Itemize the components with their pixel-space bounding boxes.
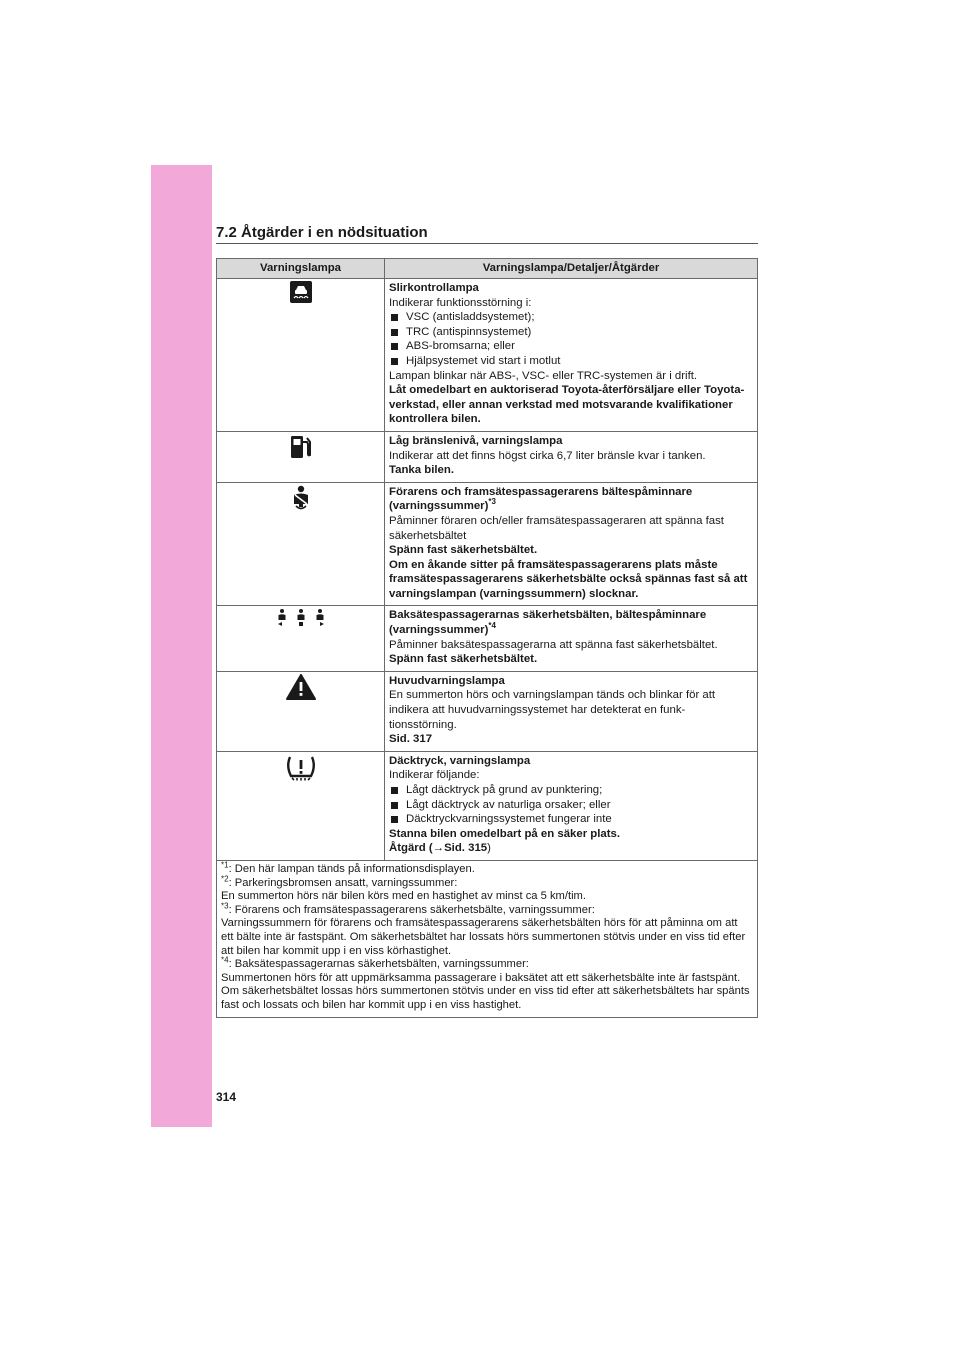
row-title: Huvudvarningslampa: [389, 674, 505, 687]
list-item: Hjälpsystemet vid start i motlut: [389, 354, 753, 369]
footnote: $^{*4}$: Baksätespassagerarnas säkerhetsbälten, varningssummer:: [221, 955, 529, 971]
details-cell: [385, 751, 758, 860]
page-number: 314: [216, 1090, 237, 1104]
warning-table: [216, 258, 758, 1018]
row-intro: Indikerar funktionsstörning i:: [389, 296, 532, 309]
row-intro: Påminner föraren och/eller framsätespassageraren att spänna fast säkerhetsbältet: [389, 514, 724, 542]
slip-indicator-icon: [290, 281, 312, 308]
page-ref-link[interactable]: Sid. 315: [444, 842, 488, 855]
details-cell: [385, 671, 758, 751]
icon-cell: [217, 606, 385, 671]
row-action: Sid. 317: [389, 733, 433, 746]
icon-cell: [217, 671, 385, 751]
row-intro: Påminner baksätespassagerarna att spänna fast säkerhetsbältet.: [389, 638, 718, 651]
table-row: [217, 482, 758, 606]
fuel-pump-icon: [289, 434, 313, 465]
row-action: Spänn fast säkerhetsbältet.: [389, 653, 538, 666]
icon-cell: [217, 279, 385, 432]
details-cell: [385, 431, 758, 482]
footnote: $^{*2}$: Parkeringsbromsen ansatt, varningssummer:: [221, 873, 458, 889]
icon-cell: [217, 431, 385, 482]
footnote: $^{*3}$: Förarens och framsätespassagerarens säkerhetsbälte, varningssummer:: [221, 901, 595, 916]
table-row: [217, 606, 758, 671]
list-item: VSC (antisladdsystemet);: [389, 310, 753, 325]
title-divider: [216, 243, 758, 244]
details-cell: [385, 606, 758, 671]
row-title: Låg bränslenivå, varningslampa: [389, 434, 563, 447]
footnote-row: [217, 860, 758, 1017]
master-warning-icon: [286, 674, 316, 705]
row-action: Tanka bilen.: [389, 464, 454, 477]
section-title: 7.2 Åtgärder i en nödsituation: [216, 224, 428, 241]
table-row: [217, 671, 758, 751]
icon-cell: [217, 751, 385, 860]
list-item: Däcktryckvarningssystemet fungerar inte: [389, 812, 753, 827]
row-action-ref: Åtgärd (→Sid. 315): [389, 842, 491, 855]
row-action: Spänn fast säkerhetsbältet.: [389, 544, 538, 557]
row-title: Baksätespassagerarnas säkerhetsbälten, bältespåminnare (varningssummer)$^{*4}$: [389, 609, 707, 637]
details-cell: [385, 482, 758, 606]
arrow-icon: →: [432, 842, 445, 855]
list-item: Lågt däcktryck av naturliga orsaker; eller: [389, 798, 753, 813]
footnote: $^{*1}$: Den här lampan tänds på informationsdisplayen.: [221, 860, 475, 875]
row-title: Däcktryck, varningslampa: [389, 754, 531, 767]
table-row: [217, 431, 758, 482]
footnote: Summertonen hörs för att uppmärksamma passagerare i baksätet att ett säkerhetsbälte inte är fastspänt. Om säkerhetsbältet lossas hörs summertonen stötvis under en viss tid efter att säkerhetsbältets har spänts fast och lossats och bilen har kommit upp i en viss hastighet.: [221, 971, 750, 1011]
row-note: Lampan blinkar när ABS-, VSC- eller TRC-systemen är i drift.: [389, 369, 698, 382]
footnote: En summerton hörs när bilen körs med en hastighet av minst ca 5 km/tim.: [221, 890, 586, 903]
list-item: TRC (antispinnsystemet): [389, 325, 753, 340]
table-header-row: [217, 259, 758, 279]
footnote: Varningssummern för förarens och framsätespassagerarens säkerhetsbälten hörs för att påminna om att ett bälte inte är fastspänt. Om säkerhetsbältet har lossats hörs summertonen stötvis under en viss tid efter att bilen har kommit upp i en viss körhastighet.: [221, 917, 746, 957]
list-item: ABS-bromsarna; eller: [389, 339, 753, 354]
rear-seatbelt-icon: [274, 608, 328, 635]
row-intro: Indikerar att det finns högst cirka 6,7 liter bränsle kvar i tanken.: [389, 449, 706, 462]
footnotes: [217, 860, 758, 1017]
footnote-ref: *4: [488, 621, 496, 631]
details-cell: [385, 279, 758, 432]
row-title: Slirkontrollampa: [389, 282, 479, 294]
list-item: Lågt däcktryck på grund av punktering;: [389, 783, 753, 798]
row-intro: Indikerar följande:: [389, 769, 480, 782]
table-row: [217, 279, 758, 432]
col-header-lamp: Varningslampa: [217, 259, 385, 279]
icon-cell: [217, 482, 385, 606]
row-action-detail: Om en åkande sitter på framsätespassagerarens plats måste framsätespassagerarens säkerhetsbälte också spännas fast så att varningslampan (varningssummern) slocknar.: [389, 558, 748, 600]
footnote-ref: *3: [488, 497, 496, 507]
seatbelt-icon: [290, 485, 312, 518]
row-action: Låt omedelbart en auktoriserad Toyota-återförsäljare eller Toyota-verkstad, eller annan verkstad med motsvarande kvalifikationer kontrollera bilen.: [389, 384, 745, 426]
side-color-band: [151, 165, 212, 1127]
col-header-details: Varningslampa/Detaljer/Åtgärder: [385, 259, 758, 279]
table-row: [217, 751, 758, 860]
tire-pressure-icon: [285, 754, 317, 787]
row-title: Förarens och framsätespassagerarens bältespåminnare (varningssummer)$^{*3}$: [389, 485, 693, 513]
row-intro: En summerton hörs och varningslampan tänds och blinkar för att indikera att huvudvarningssystemet har detekterat en funk-tionsstörning.: [389, 689, 716, 731]
row-action: Stanna bilen omedelbart på en säker plats.: [389, 827, 621, 840]
